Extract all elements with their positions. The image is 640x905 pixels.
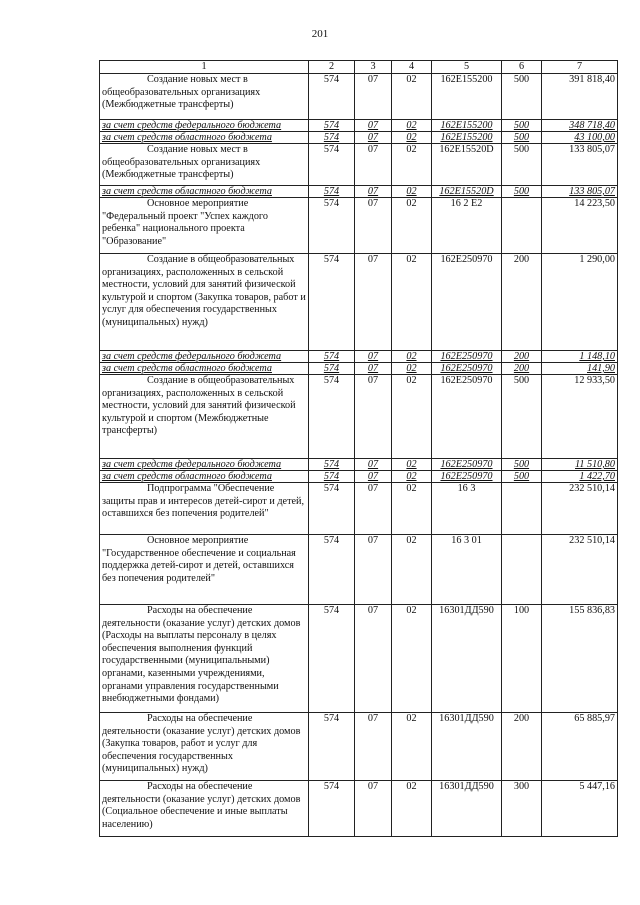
- header-cell: 5: [432, 61, 502, 74]
- row-amount: 133 805,07: [542, 186, 618, 198]
- row-description: Основное мероприятие "Государственное обеспечение и социальная поддержка детей-сирот и детей, оставшихся без попечения родителей": [100, 535, 309, 605]
- row-ministry-code: 574: [309, 132, 355, 144]
- row-description: Расходы на обеспечение деятельности (оказание услуг) детских домов (Социальное обеспечение и иные выплаты населению): [100, 781, 309, 837]
- header-cell: 2: [309, 61, 355, 74]
- table-row: [100, 363, 618, 375]
- table-row: [100, 74, 618, 120]
- row-description: за счет средств федерального бюджета: [100, 120, 309, 132]
- table-header-row: [100, 61, 618, 74]
- row-description: за счет средств федерального бюджета: [100, 351, 309, 363]
- header-cell: 4: [392, 61, 432, 74]
- row-target-article: 16301ДД590: [432, 605, 502, 713]
- row-section: 07: [355, 74, 392, 120]
- table-row: [100, 186, 618, 198]
- row-expense-type: [502, 198, 542, 254]
- row-section: 07: [355, 471, 392, 483]
- header-cell: 7: [542, 61, 618, 74]
- row-subsection: 02: [392, 459, 432, 471]
- row-expense-type: 200: [502, 363, 542, 375]
- row-description: Подпрограмма "Обеспечение защиты прав и интересов детей-сирот и детей, оставшихся без попечения родителей": [100, 483, 309, 535]
- row-description: Создание в общеобразовательных организациях, расположенных в сельской местности, условий для занятий физической культурой и спортом (Закупка товаров, работ и услуг для обеспечения государственных (муниципальных) нужд): [100, 254, 309, 351]
- row-description: Создание новых мест в общеобразовательных организациях (Межбюджетные трансферты): [100, 144, 309, 186]
- header-cell: 1: [100, 61, 309, 74]
- row-description: за счет средств областного бюджета: [100, 363, 309, 375]
- row-section: 07: [355, 459, 392, 471]
- row-ministry-code: 574: [309, 120, 355, 132]
- row-expense-type: 200: [502, 351, 542, 363]
- row-expense-type: 300: [502, 781, 542, 837]
- row-description: за счет средств федерального бюджета: [100, 459, 309, 471]
- row-amount: 1 422,70: [542, 471, 618, 483]
- row-expense-type: 500: [502, 144, 542, 186]
- row-subsection: 02: [392, 375, 432, 459]
- header-cell: 3: [355, 61, 392, 74]
- row-ministry-code: 574: [309, 375, 355, 459]
- row-section: 07: [355, 351, 392, 363]
- row-expense-type: [502, 483, 542, 535]
- row-ministry-code: 574: [309, 74, 355, 120]
- row-section: 07: [355, 198, 392, 254]
- row-target-article: 16301ДД590: [432, 781, 502, 837]
- table-row: [100, 132, 618, 144]
- row-target-article: 162E155200: [432, 74, 502, 120]
- row-ministry-code: 574: [309, 605, 355, 713]
- table-row: [100, 120, 618, 132]
- budget-table: [99, 60, 618, 837]
- row-target-article: 162E250970: [432, 254, 502, 351]
- table-row: [100, 781, 618, 837]
- row-section: 07: [355, 186, 392, 198]
- row-section: 07: [355, 363, 392, 375]
- row-section: 07: [355, 144, 392, 186]
- row-description: Основное мероприятие "Федеральный проект "Успех каждого ребенка" национального проекта "Образование": [100, 198, 309, 254]
- row-subsection: 02: [392, 471, 432, 483]
- row-expense-type: 500: [502, 186, 542, 198]
- row-target-article: 162E250970: [432, 351, 502, 363]
- row-ministry-code: 574: [309, 483, 355, 535]
- table-row: [100, 471, 618, 483]
- table-row: [100, 483, 618, 535]
- row-section: 07: [355, 781, 392, 837]
- row-target-article: 16 3 01: [432, 535, 502, 605]
- row-description: за счет средств областного бюджета: [100, 471, 309, 483]
- row-description: Создание новых мест в общеобразовательных организациях (Межбюджетные трансферты): [100, 74, 309, 120]
- row-amount: 43 100,00: [542, 132, 618, 144]
- row-ministry-code: 574: [309, 535, 355, 605]
- row-ministry-code: 574: [309, 459, 355, 471]
- row-ministry-code: 574: [309, 471, 355, 483]
- row-section: 07: [355, 483, 392, 535]
- row-target-article: 162E250970: [432, 375, 502, 459]
- row-target-article: 162E15520D: [432, 186, 502, 198]
- row-amount: 155 836,83: [542, 605, 618, 713]
- row-subsection: 02: [392, 605, 432, 713]
- table-row: [100, 254, 618, 351]
- row-amount: 12 933,50: [542, 375, 618, 459]
- row-amount: 391 818,40: [542, 74, 618, 120]
- table-row: [100, 535, 618, 605]
- row-expense-type: 500: [502, 375, 542, 459]
- row-ministry-code: 574: [309, 144, 355, 186]
- table-row: [100, 198, 618, 254]
- row-subsection: 02: [392, 186, 432, 198]
- row-subsection: 02: [392, 254, 432, 351]
- row-section: 07: [355, 375, 392, 459]
- row-expense-type: 200: [502, 254, 542, 351]
- row-section: 07: [355, 120, 392, 132]
- row-amount: 348 718,40: [542, 120, 618, 132]
- row-expense-type: 500: [502, 132, 542, 144]
- row-subsection: 02: [392, 144, 432, 186]
- header-cell: 6: [502, 61, 542, 74]
- table-row: [100, 605, 618, 713]
- row-expense-type: 500: [502, 120, 542, 132]
- row-subsection: 02: [392, 713, 432, 781]
- row-subsection: 02: [392, 198, 432, 254]
- row-target-article: 162E250970: [432, 363, 502, 375]
- row-subsection: 02: [392, 483, 432, 535]
- row-subsection: 02: [392, 535, 432, 605]
- row-ministry-code: 574: [309, 351, 355, 363]
- row-subsection: 02: [392, 351, 432, 363]
- row-amount: 65 885,97: [542, 713, 618, 781]
- row-description: Расходы на обеспечение деятельности (оказание услуг) детских домов (Закупка товаров, работ и услуг для обеспечения государственных (муниципальных) нужд): [100, 713, 309, 781]
- row-subsection: 02: [392, 120, 432, 132]
- row-subsection: 02: [392, 132, 432, 144]
- row-expense-type: [502, 535, 542, 605]
- table-row: [100, 459, 618, 471]
- row-section: 07: [355, 254, 392, 351]
- row-section: 07: [355, 713, 392, 781]
- row-target-article: 16301ДД590: [432, 713, 502, 781]
- row-expense-type: 500: [502, 471, 542, 483]
- row-target-article: 162E250970: [432, 459, 502, 471]
- row-ministry-code: 574: [309, 713, 355, 781]
- row-subsection: 02: [392, 363, 432, 375]
- row-target-article: 162E155200: [432, 120, 502, 132]
- row-description: за счет средств областного бюджета: [100, 186, 309, 198]
- row-section: 07: [355, 605, 392, 713]
- row-expense-type: 100: [502, 605, 542, 713]
- row-amount: 14 223,50: [542, 198, 618, 254]
- table-row: [100, 144, 618, 186]
- row-amount: 232 510,14: [542, 535, 618, 605]
- row-expense-type: 200: [502, 713, 542, 781]
- row-ministry-code: 574: [309, 186, 355, 198]
- row-target-article: 16 2 E2: [432, 198, 502, 254]
- row-section: 07: [355, 132, 392, 144]
- row-target-article: 162E250970: [432, 471, 502, 483]
- row-description: Создание в общеобразовательных организациях, расположенных в сельской местности, условий для занятий физической культурой и спортом (Межбюджетные трансферты): [100, 375, 309, 459]
- row-amount: 1 148,10: [542, 351, 618, 363]
- row-target-article: 162E15520D: [432, 144, 502, 186]
- row-ministry-code: 574: [309, 781, 355, 837]
- row-amount: 232 510,14: [542, 483, 618, 535]
- row-ministry-code: 574: [309, 363, 355, 375]
- row-amount: 133 805,07: [542, 144, 618, 186]
- row-amount: 11 510,80: [542, 459, 618, 471]
- row-ministry-code: 574: [309, 254, 355, 351]
- table-row: [100, 713, 618, 781]
- row-subsection: 02: [392, 781, 432, 837]
- row-amount: 141,90: [542, 363, 618, 375]
- row-description: Расходы на обеспечение деятельности (оказание услуг) детских домов (Расходы на выплаты персоналу в целях обеспечения выполнения функций государственными (муниципальными) органами, казенными учреждениями, органами управления государственными внебюджетными фондами): [100, 605, 309, 713]
- table-row: [100, 375, 618, 459]
- row-amount: 1 290,00: [542, 254, 618, 351]
- row-subsection: 02: [392, 74, 432, 120]
- row-target-article: 162E155200: [432, 132, 502, 144]
- row-expense-type: 500: [502, 74, 542, 120]
- row-description: за счет средств областного бюджета: [100, 132, 309, 144]
- table-row: [100, 351, 618, 363]
- row-expense-type: 500: [502, 459, 542, 471]
- page-number: 201: [311, 28, 329, 40]
- row-amount: 5 447,16: [542, 781, 618, 837]
- row-section: 07: [355, 535, 392, 605]
- row-ministry-code: 574: [309, 198, 355, 254]
- row-target-article: 16 3: [432, 483, 502, 535]
